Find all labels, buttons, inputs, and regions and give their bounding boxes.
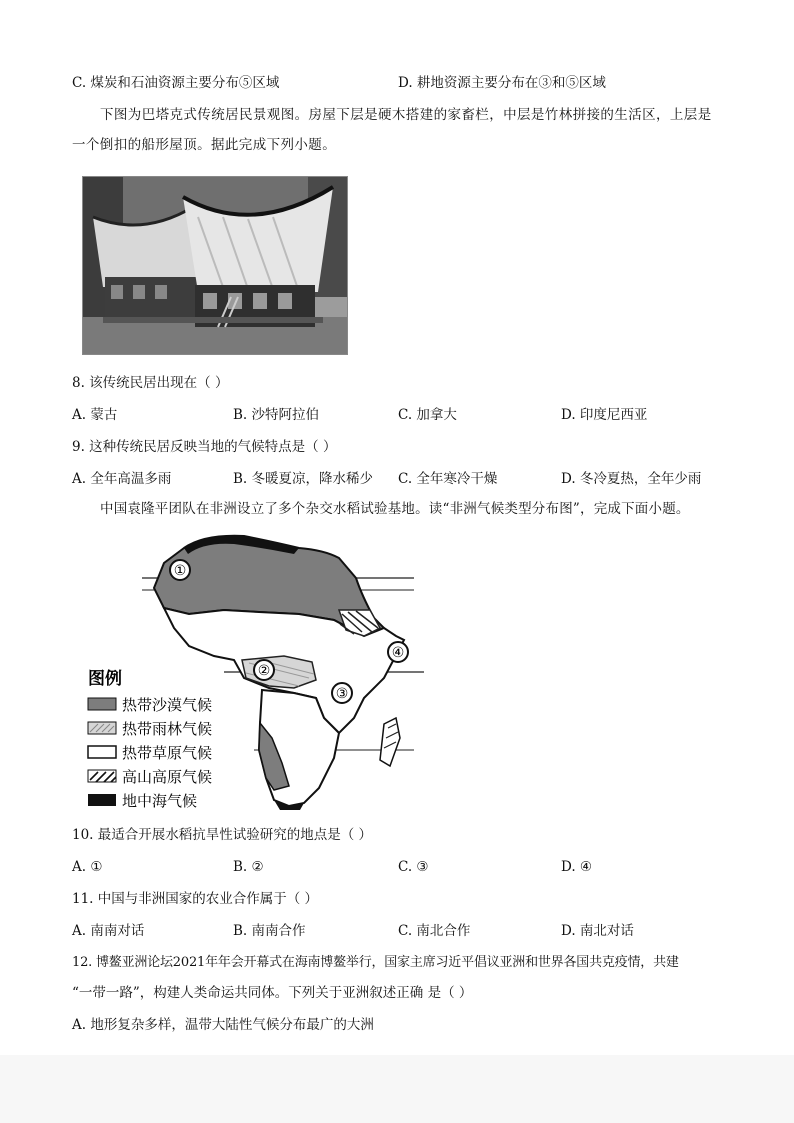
legend-swatch-mediterranean	[88, 794, 116, 806]
q9-option-b: B. 冬暖夏凉，降水稀少	[233, 471, 374, 487]
label-4-marker	[388, 642, 408, 662]
legend-label-highland: 高山高原气候	[122, 768, 213, 786]
q9-option-c: C. 全年寒冷干燥	[398, 471, 498, 487]
q7-option-c: C. 煤炭和石油资源主要分布⑤区域	[72, 75, 280, 91]
label-4: ④	[391, 645, 405, 661]
legend-swatch-savanna	[88, 746, 116, 758]
batak-house-illustration	[83, 177, 347, 354]
map-legend	[88, 668, 212, 810]
q9-option-a: A. 全年高温多雨	[72, 471, 172, 487]
q8-option-d: D. 印度尼西亚	[561, 407, 648, 423]
q12-stem-line-2: “一带一路”，构建人类命运共同体。下列关于亚洲叙述正确 是（ ）	[72, 985, 473, 1001]
batak-house-photo	[82, 176, 348, 355]
q12-option-a: A. 地形复杂多样，温带大陆性气候分布最广的大洲	[72, 1017, 374, 1033]
q11-option-b: B. 南南合作	[233, 923, 306, 939]
label-3: ③	[335, 686, 349, 702]
africa-climate-map	[84, 528, 424, 813]
q10-option-b: B. ②	[233, 859, 264, 875]
q8-stem: 8. 该传统民居出现在（ ）	[72, 375, 229, 391]
label-2-marker	[254, 660, 274, 680]
q11-option-d: D. 南北对话	[561, 923, 634, 939]
legend-label-savanna: 热带草原气候	[122, 744, 213, 762]
q10-option-a: A. ①	[72, 859, 103, 875]
q8-option-a: A. 蒙古	[72, 407, 118, 423]
africa-intro: 中国袁隆平团队在非洲设立了多个杂交水稻试验基地。读“非洲气候类型分布图”，完成下面小题。	[100, 501, 690, 517]
batak-intro-line-2: 一个倒扣的船形屋顶。据此完成下列小题。	[72, 137, 337, 153]
q7-option-d: D. 耕地资源主要分布在③和⑤区域	[398, 75, 606, 91]
q8-option-c: C. 加拿大	[398, 407, 457, 423]
madagascar-island	[380, 718, 400, 766]
legend-label-desert: 热带沙漠气候	[122, 696, 213, 714]
q11-option-c: C. 南北合作	[398, 923, 471, 939]
label-3-marker	[332, 683, 352, 703]
q10-option-d: D. ④	[561, 859, 593, 875]
q8-option-b: B. 沙特阿拉伯	[233, 407, 320, 423]
legend-swatch-desert	[88, 698, 116, 710]
q10-option-c: C. ③	[398, 859, 429, 875]
q9-option-d: D. 冬冷夏热，全年少雨	[561, 471, 702, 487]
label-1: ①	[173, 563, 187, 579]
q12-stem-line-1: 12. 博鳌亚洲论坛2021年年会开幕式在海南博鳌举行，国家主席习近平倡议亚洲和世界各国共克疫情，共建	[72, 955, 679, 970]
batak-intro-line-1: 下图为巴塔克式传统居民景观图。房屋下层是硬木搭建的家畜栏，中层是竹林拼接的生活区，上层是	[100, 107, 712, 123]
q11-option-a: A. 南南对话	[72, 923, 145, 939]
legend-title: 图例	[88, 669, 122, 689]
legend-label-rainforest: 热带雨林气候	[122, 720, 213, 738]
label-1-marker	[170, 560, 190, 580]
legend-label-mediterranean: 地中海气候	[122, 792, 198, 810]
page-bottom-margin	[0, 1055, 794, 1123]
q11-stem: 11. 中国与非洲国家的农业合作属于（ ）	[72, 891, 319, 907]
label-2: ②	[257, 663, 271, 679]
q9-stem: 9. 这种传统民居反映当地的气候特点是（ ）	[72, 439, 337, 455]
q10-stem: 10. 最适合开展水稻抗旱性试验研究的地点是（ ）	[72, 827, 373, 843]
